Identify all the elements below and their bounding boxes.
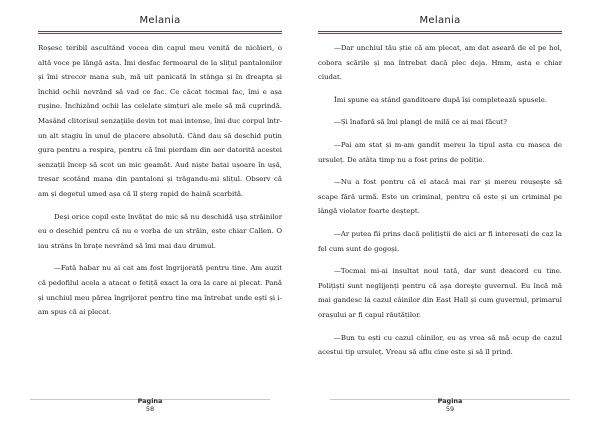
- page-header-title: Melania: [419, 15, 461, 26]
- paragraph: —Fată habar nu ai cat am fost îngrijorată pentru tine. Am auzit că pedofilul acela a atacat o fetiță exact la ora la care ai plecat. Pană și unchiul meu părea îngrijorat pentru tine ma întrebat unde ești și i-am spus că ai plecat.: [38, 264, 282, 317]
- paragraph: —Bun tu ești cu cazul câinilor, eu aș vrea să mă ocup de cazul acestui tip ursuleț. Vreau să aflu cine este și să îl prind.: [318, 333, 562, 357]
- header-rule-blue: [38, 31, 282, 32]
- paragraph: —Nu a fost pentru că el atacă mai rar și mereu reușește să scape fără urmă. Este un criminal, pentru că este și un criminal pe lângă violator foarte deștept.: [318, 178, 562, 216]
- paragraph: Deși orice copil este învățat de mic să nu deschidă ușa străinilor eu o deschid pentru că nu e vorba de un străin, este chiar Callen. O iau strâns în brațe nevrând să îmi mai dau drumul.: [38, 212, 282, 250]
- paragraph: —Dar unchiul tău știe că am plecat, am dat aseară de el pe hol, cobora scările și ma întrebat dacă plec deja. Hmm, asta e chiar ciudat.: [318, 44, 562, 82]
- paragraph: Îmi spune ea stând ganditoare după își completează spusele.: [334, 95, 548, 104]
- right-page: [300, 0, 600, 425]
- page-body: [38, 41, 282, 320]
- page-footer: [0, 397, 300, 413]
- footer-label: Pagina: [437, 397, 463, 405]
- header-rule-red: [318, 33, 562, 34]
- paragraph: —Și înafară să îmi plangi de milă ce ai mai făcut?: [334, 118, 507, 127]
- paragraph: —Ar putea fii prins dacă polițiștii de aici ar fi interesați de caz la fel cum sunt de gogoși.: [318, 229, 562, 253]
- paragraph: —Pai am stat și m-am gandit mereu la tipul asta cu masca de ursuleț. De atâta timp nu a fost prins de poliție.: [318, 140, 562, 164]
- page-footer: [300, 397, 600, 413]
- footer-label: Pagina: [137, 397, 163, 405]
- page-header-title: Melania: [139, 15, 181, 26]
- page-number: 58: [145, 405, 155, 413]
- page-number: 59: [445, 405, 455, 413]
- paragraph: —Tocmai mi-ai insultat noul tată, dar sunt deacord cu tine. Polițiști sunt neglijenți pentru că așa doreşte guvernul. Eu încă mă mai gandesc la cazul câinilor din East Hall și cum guvernul, primarul orașului ar fi capul răutăților.: [318, 267, 562, 319]
- page-body: [318, 41, 562, 360]
- header-rule-blue: [318, 31, 562, 32]
- header-rule-red: [38, 33, 282, 34]
- paragraph: Roșesc teribil ascultând vocea din capul meu venită de nicăieri, o altă voce pe lângă asta. Îmi desfac fermoarul de la slițul pantalonilor și îmi strecor mana sub, mă uit panicată în stânga și în dreapta și închid ochii nevrând să vad ce fac. Ce căcat tocmai fac, îmi e așa rușine. Închizând ochii las celelate simțuri ale mele să mă cuprindă. Masând clitorisul senzațiile devin tot mai intense, îmi duc corpul într-un alt stagiu în unul de placere absolută. Când dau să deschid puțin gura pentru a respira, pentru că îmi pierdam din aer datorită acestei senzații încep să scot un mic geamăt. Aud niște batai ușoare în ușă, tresar scotând mana din pantaloni și trăgandu-mi slițul. Observ că am și degetul umed așa că îl șterg rapid de haină scarbită.: [38, 44, 282, 198]
